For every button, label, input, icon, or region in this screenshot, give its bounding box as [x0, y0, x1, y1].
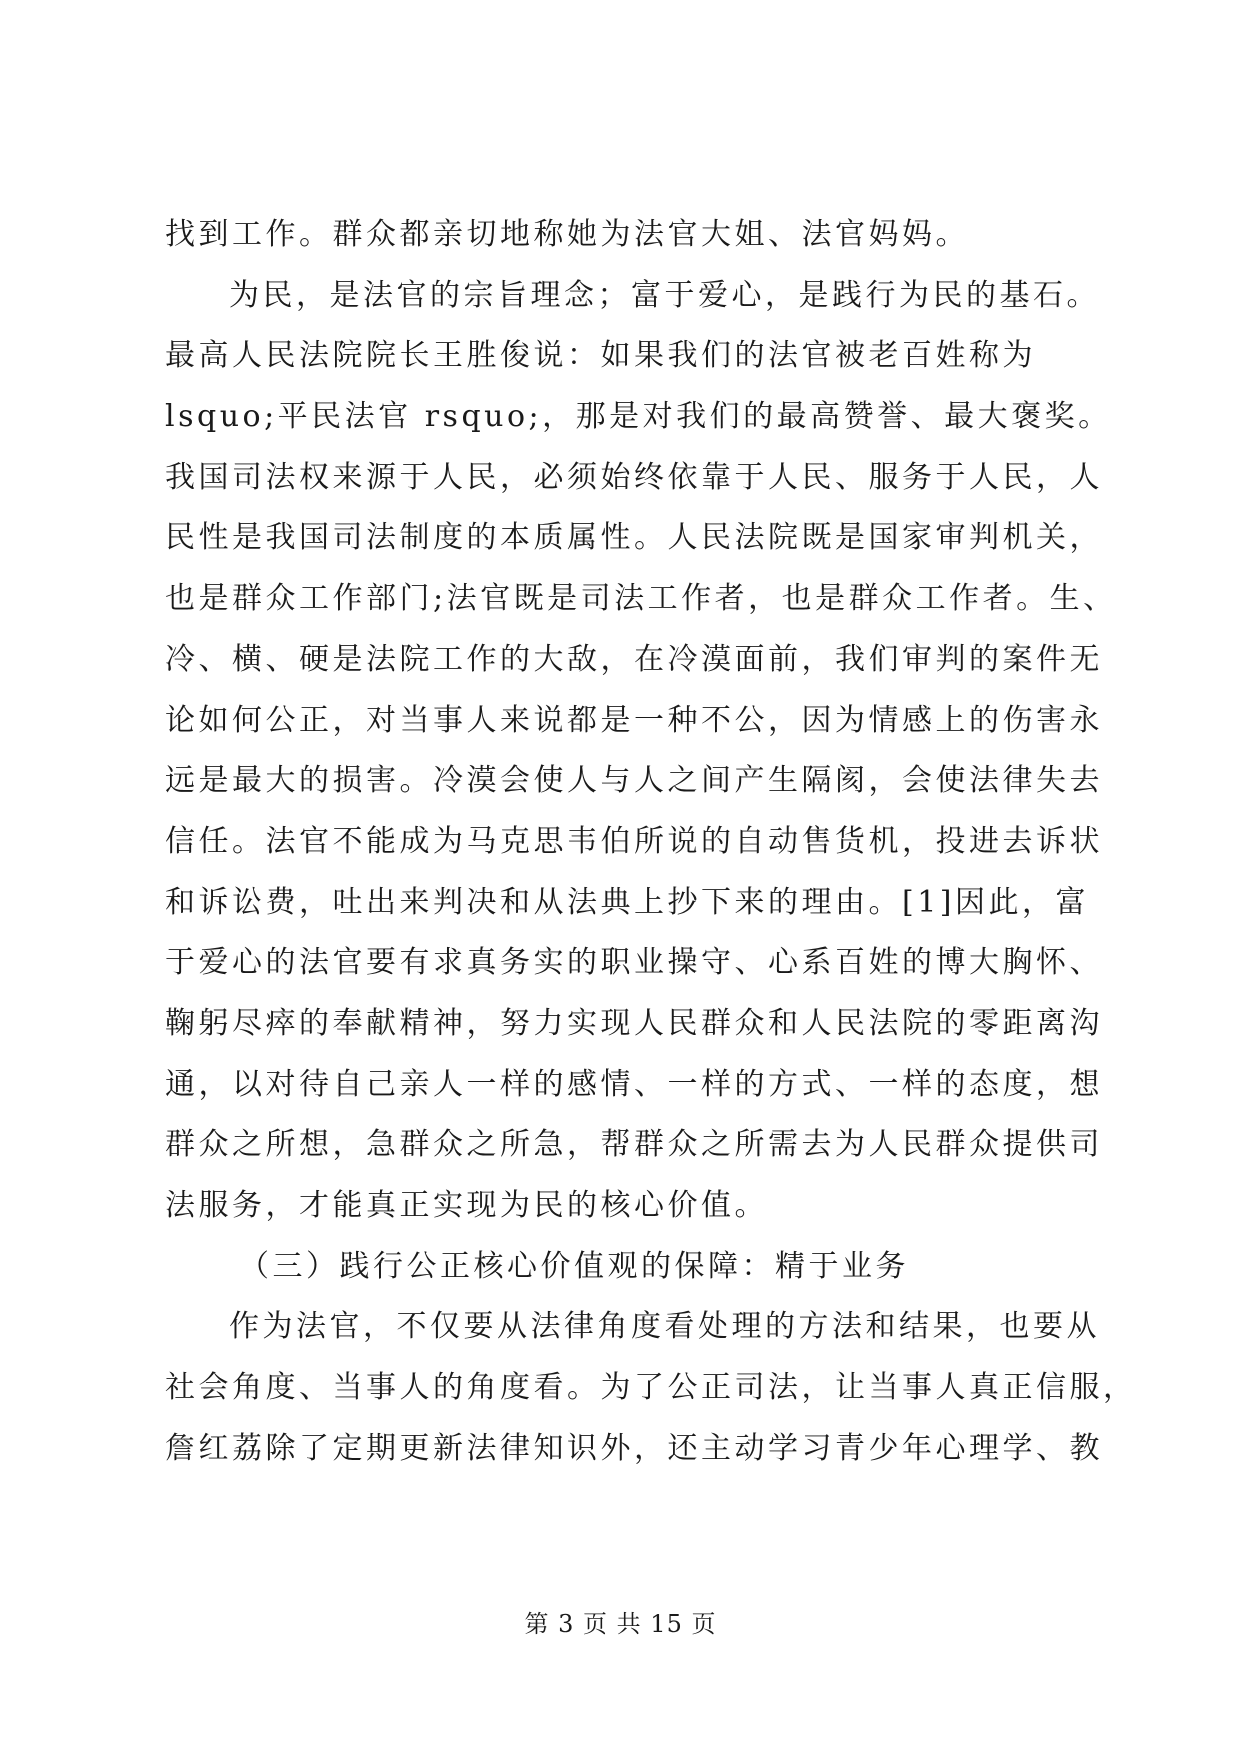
body-line: 通，以对待自己亲人一样的感情、一样的方式、一样的态度，想 [165, 1066, 1103, 1102]
body-line: lsquo;平民法官 rsquo;，那是对我们的最高赞誉、最大褒奖。 [165, 399, 1112, 435]
body-line: 法服务，才能真正实现为民的核心价值。 [165, 1188, 768, 1223]
page-number-footer: 第 3 页 共 15 页 [524, 1610, 717, 1638]
body-line: 论如何公正，对当事人来说都是一种不公，因为情感上的伤害永 [165, 702, 1103, 738]
section-heading: （三）践行公正核心价值观的保障：精于业务 [239, 1248, 909, 1284]
body-line: 鞠躬尽瘁的奉献精神，努力实现人民群众和人民法院的零距离沟 [165, 1005, 1103, 1041]
body-line: 群众之所想，急群众之所急，帮群众之所需去为人民群众提供司 [165, 1127, 1103, 1163]
body-line: 詹红荔除了定期更新法律知识外，还主动学习青少年心理学、教 [165, 1430, 1103, 1466]
body-line: 找到工作。群众都亲切地称她为法官大姐、法官妈妈。 [165, 217, 969, 252]
body-line: 和诉讼费，吐出来判决和从法典上抄下来的理由。[1]因此，富 [165, 884, 1089, 920]
body-line: 社会角度、当事人的角度看。为了公正司法，让当事人真正信服， [165, 1370, 1137, 1406]
document-body [165, 205, 1137, 1479]
paragraph-first-line: 为民，是法官的宗旨理念；富于爱心，是践行为民的基石。 [229, 277, 1100, 313]
body-line: 民性是我国司法制度的本质属性。人民法院既是国家审判机关， [165, 520, 1103, 556]
body-line: 于爱心的法官要有求真务实的职业操守、心系百姓的博大胸怀、 [165, 945, 1103, 981]
body-line: 信任。法官不能成为马克思韦伯所说的自动售货机，投进去诉状 [165, 823, 1103, 859]
paragraph-first-line: 作为法官，不仅要从法律角度看处理的方法和结果，也要从 [229, 1309, 1100, 1345]
body-line: 远是最大的损害。冷漠会使人与人之间产生隔阂，会使法律失去 [165, 763, 1103, 799]
body-line: 我国司法权来源于人民，必须始终依靠于人民、服务于人民，人 [165, 459, 1103, 495]
body-line: 最高人民法院院长王胜俊说：如果我们的法官被老百姓称为 [165, 338, 1036, 374]
body-line: 冷、横、硬是法院工作的大敌，在冷漠面前，我们审判的案件无 [165, 641, 1103, 677]
body-line: 也是群众工作部门;法官既是司法工作者，也是群众工作者。生、 [165, 581, 1117, 617]
